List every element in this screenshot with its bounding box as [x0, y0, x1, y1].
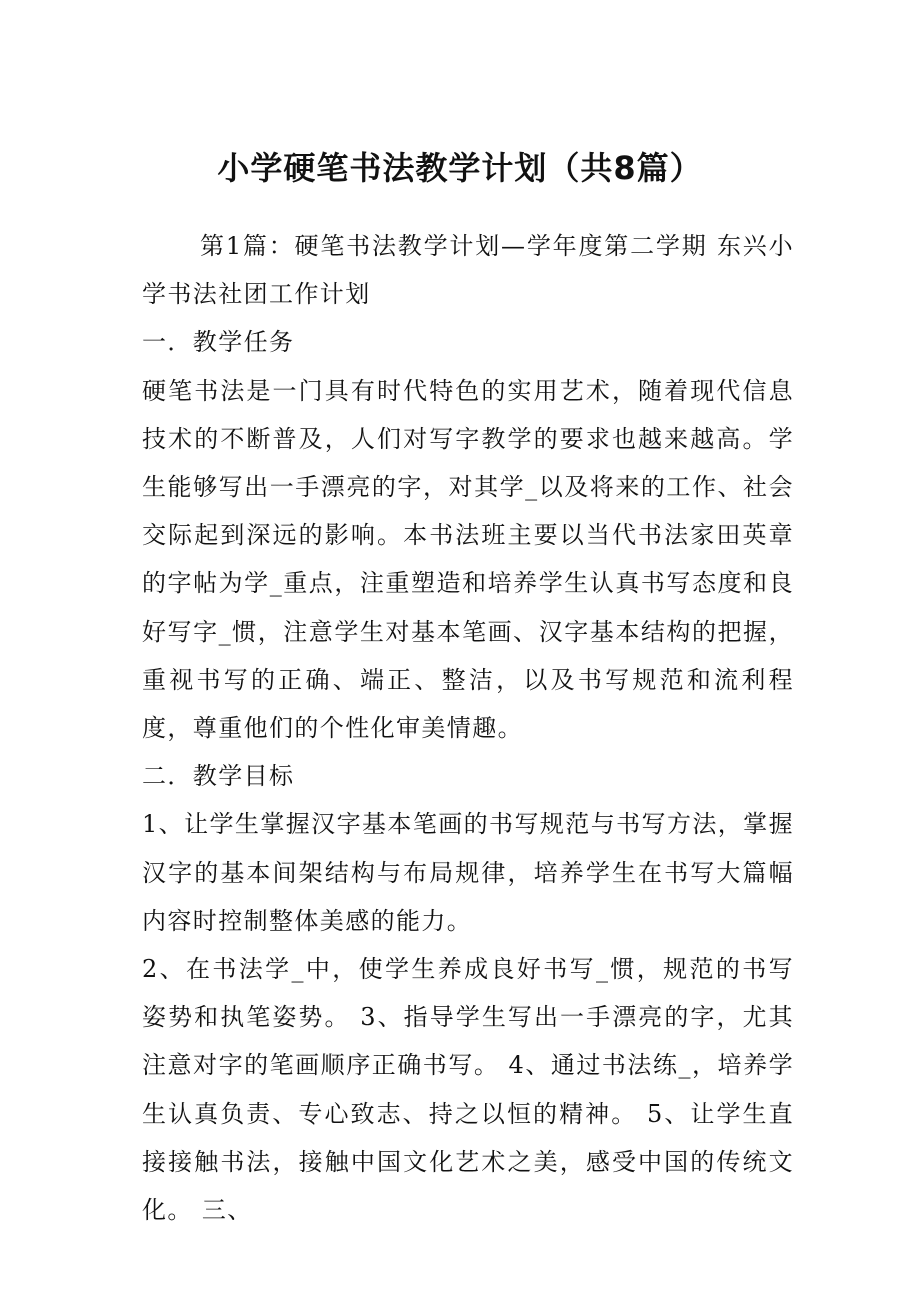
paragraph-goal-1: 1、让学生掌握汉字基本笔画的书写规范与书写方法，掌握汉字的基本间架结构与布局规律，培养学生在书写大篇幅内容时控制整体美感的能力。 — [142, 810, 794, 935]
paragraph-teaching-task-body: 硬笔书法是一门具有时代特色的实用艺术，随着现代信息技术的不断普及，人们对写字教学的要求也越来越高。学生能够写出一手漂亮的字，对其学_以及将来的工作、社会交际起到深远的影响。本书法班主要以当代书法家田英章的字帖为学_重点，注重塑造和培养学生认真书写态度和良好写字_惯，注意学生对基本笔画、汉字基本结构的把握，重视书写的正确、端正、整洁，以及书写规范和流利程度，尊重他们的个性化审美情趣。 — [142, 376, 794, 743]
paragraph-teaching-goal-heading: 二．教学目标 — [142, 762, 295, 791]
paragraph-section-heading: 第1篇：硬笔书法教学计划—学年度第二学期 东兴小学书法社团工作计划 — [142, 232, 794, 309]
document-title: 小学硬笔书法教学计划（共8篇） — [217, 149, 703, 187]
paragraph-goal-2-to-5: 2、在书法学_中，使学生养成良好书写_惯，规范的书写姿势和执笔姿势。 3、指导学生写出一手漂亮的字，尤其注意对字的笔画顺序正确书写。 4、通过书法练_，培养学生认真负责、专心致志、持之以恒的精神。 5、让学生直接接触书法，接触中国文化艺术之美，感受中国的传统文化。 三、 — [142, 955, 794, 1225]
paragraph-teaching-task-heading: 一．教学任务 — [142, 328, 295, 357]
document-body — [142, 222, 794, 1234]
